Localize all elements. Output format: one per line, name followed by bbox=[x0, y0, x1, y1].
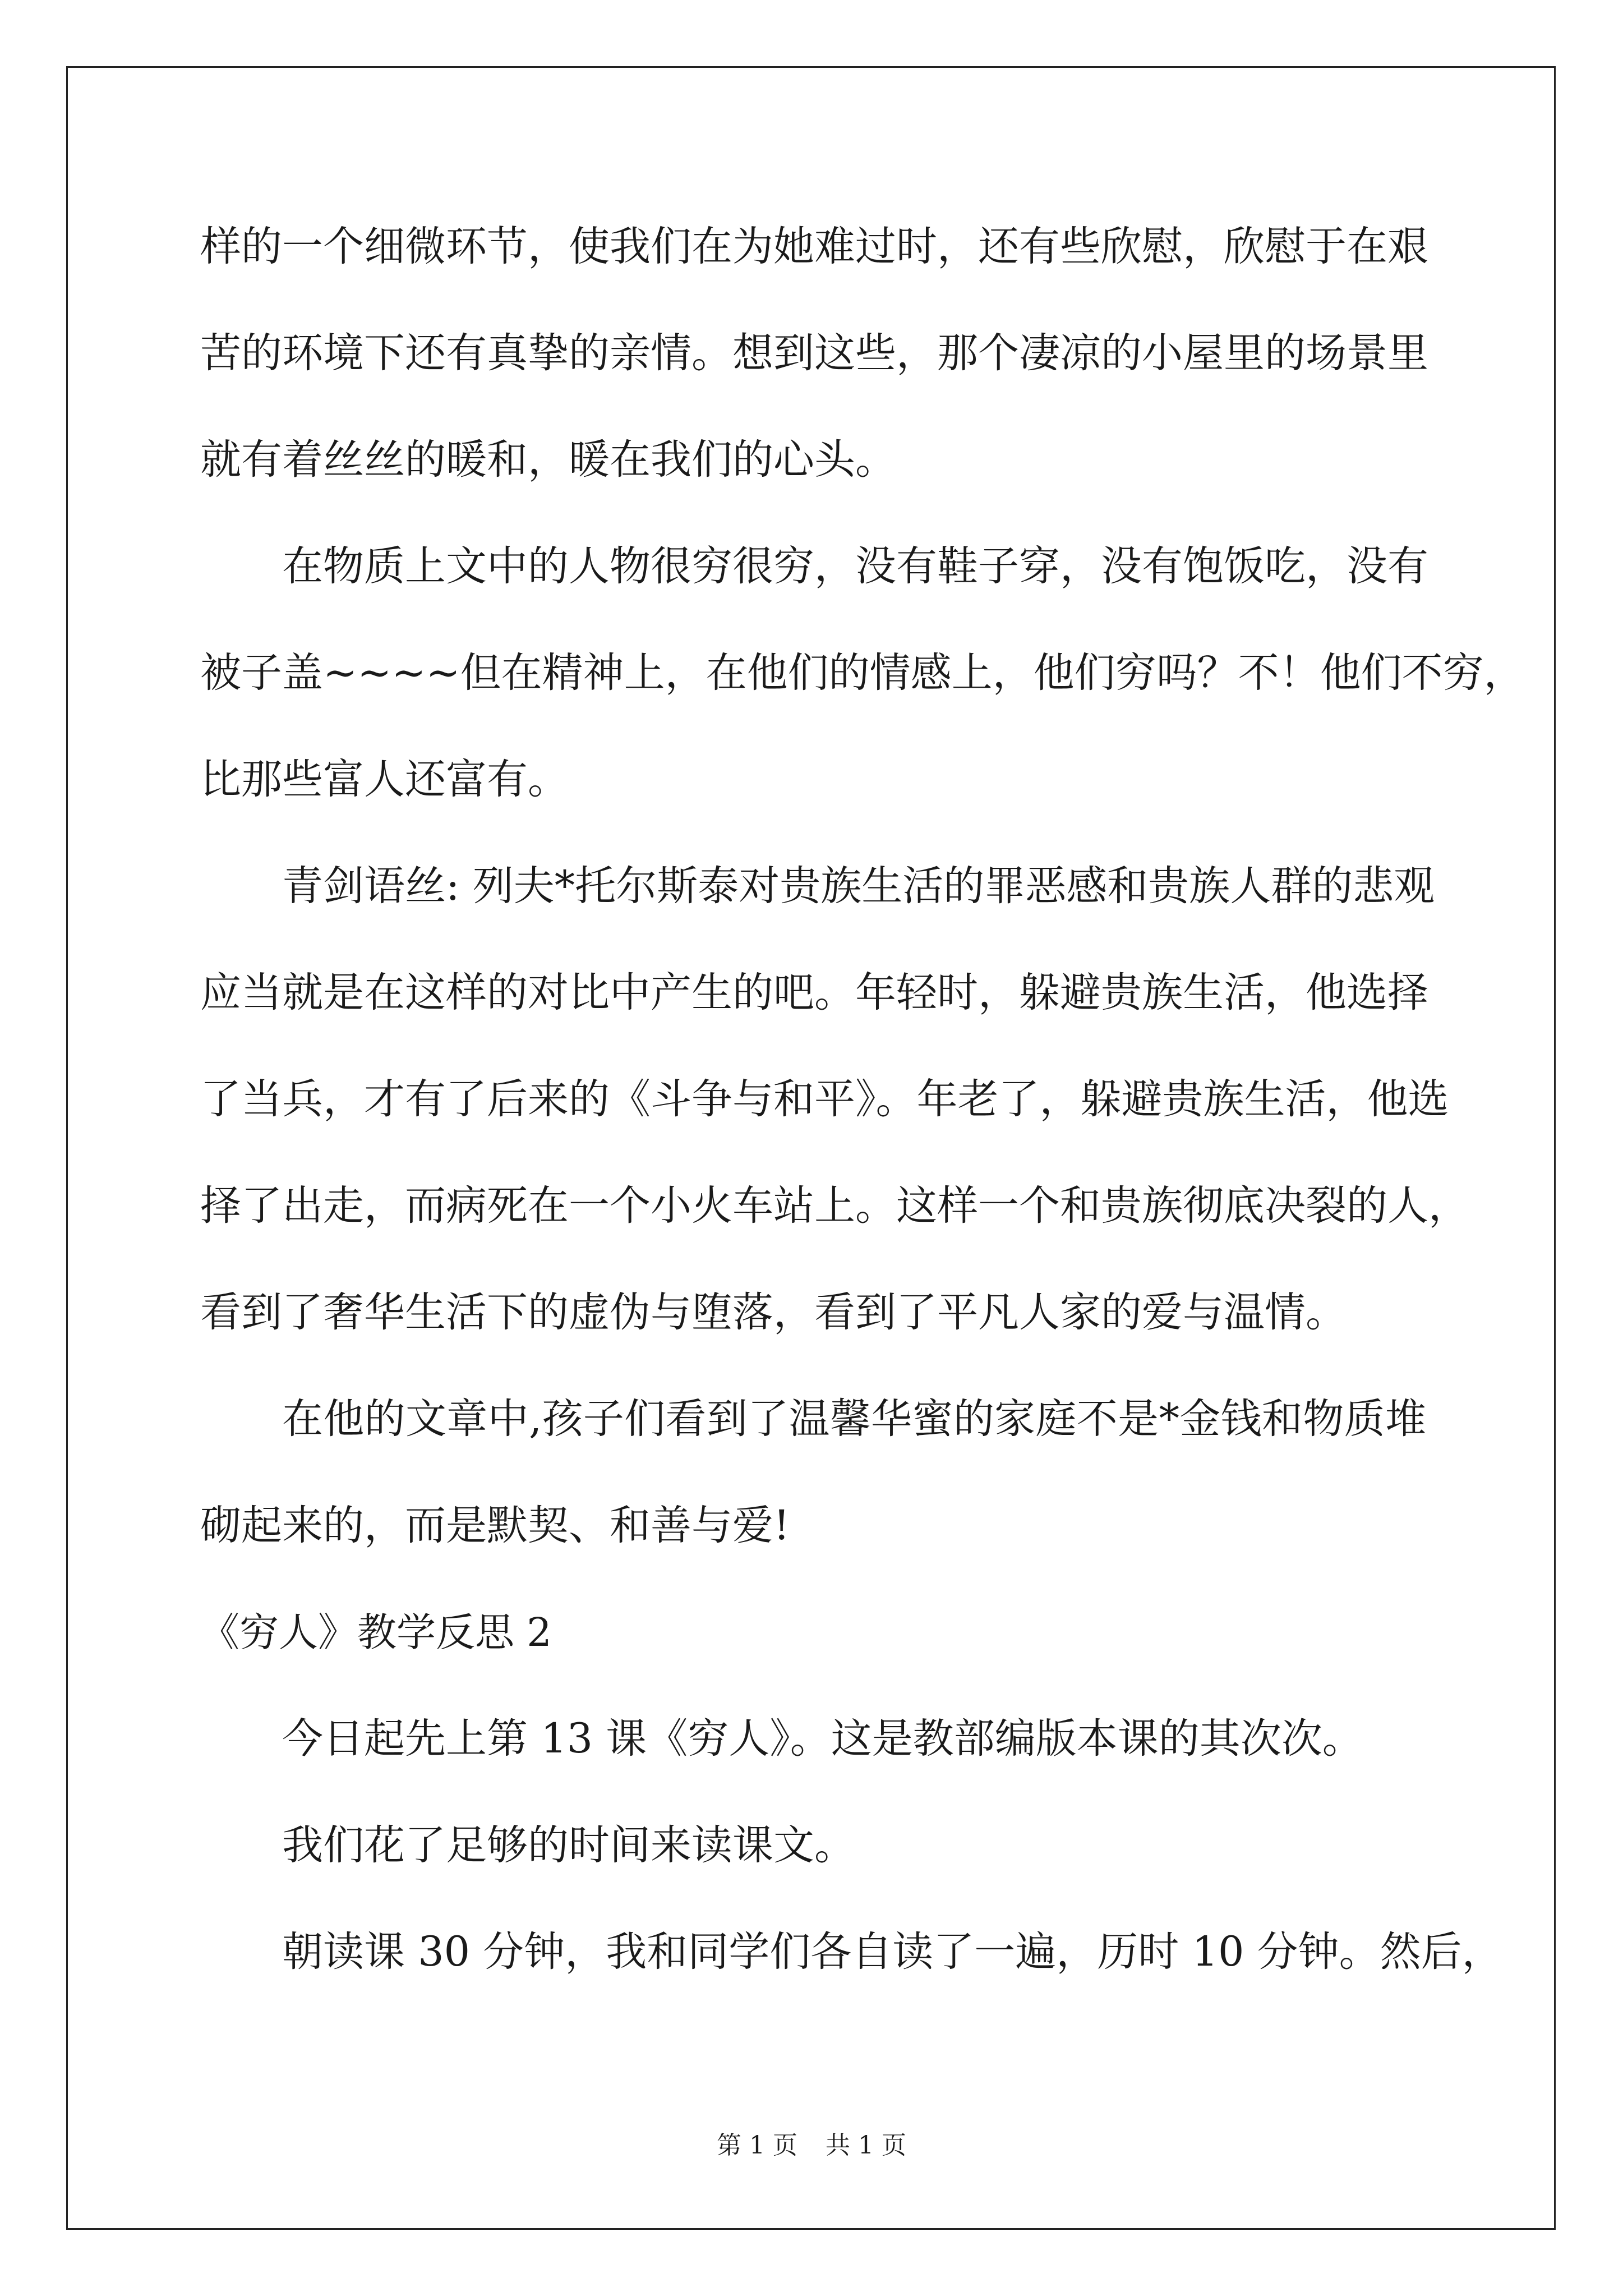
paragraph-line: 看到了奢华生活下的虚伪与堕落，看到了平凡人家的爱与温情。 bbox=[200, 1289, 1347, 1336]
paragraph-line: 青剑语丝: 列夫*托尔斯泰对贵族生活的罪恶感和贵族人群的悲观 bbox=[282, 862, 1435, 910]
section-heading: 《穷人》教学反思 2 bbox=[200, 1609, 552, 1655]
paragraph-line: 择了出走，而病死在一个小火车站上。这样一个和贵族彻底决裂的人， bbox=[200, 1182, 1469, 1230]
paragraph-line: 应当就是在这样的对比中产生的吧。年轻时，躲避贵族生活，他选择 bbox=[200, 969, 1428, 1016]
paragraph-line: 苦的环境下还有真挚的亲情。想到这些，那个凄凉的小屋里的场景里 bbox=[200, 329, 1428, 377]
paragraph-line: 被子盖~~~~但在精神上，在他们的情感上，他们穷吗？不！他们不穷， bbox=[200, 649, 1525, 697]
paragraph-line: 就有着丝丝的暖和，暖在我们的心头。 bbox=[200, 436, 896, 484]
paragraph-line: 朝读课 30 分钟，我和同学们各自读了一遍，历时 10 分钟。然后， bbox=[282, 1928, 1503, 1976]
paragraph-line: 在物质上文中的人物很穷很穷，没有鞋子穿，没有饱饭吃，没有 bbox=[282, 542, 1428, 590]
page-number: 第 1 页 bbox=[717, 2131, 797, 2160]
page-total: 共 1 页 bbox=[826, 2131, 906, 2160]
paragraph-line: 了当兵，才有了后来的《斗争与和平》。年老了，躲避贵族生活，他选 bbox=[200, 1075, 1449, 1123]
paragraph-line: 在他的文章中,孩子们看到了温馨华蜜的家庭不是*金钱和物质堆 bbox=[282, 1395, 1426, 1443]
paragraph-line: 我们花了足够的时间来读课文。 bbox=[282, 1821, 855, 1869]
page-footer bbox=[0, 2129, 1623, 2162]
document-body bbox=[200, 213, 1525, 2025]
paragraph-line: 今日起先上第 13 课《穷人》。这是教部编版本课的其次次。 bbox=[282, 1715, 1363, 1763]
paragraph-line: 砌起来的，而是默契、和善与爱! bbox=[200, 1502, 790, 1549]
paragraph-line: 比那些富人还富有。 bbox=[200, 756, 569, 803]
paragraph-line: 样的一个细微环节，使我们在为她难过时，还有些欣慰，欣慰于在艰 bbox=[200, 223, 1428, 270]
